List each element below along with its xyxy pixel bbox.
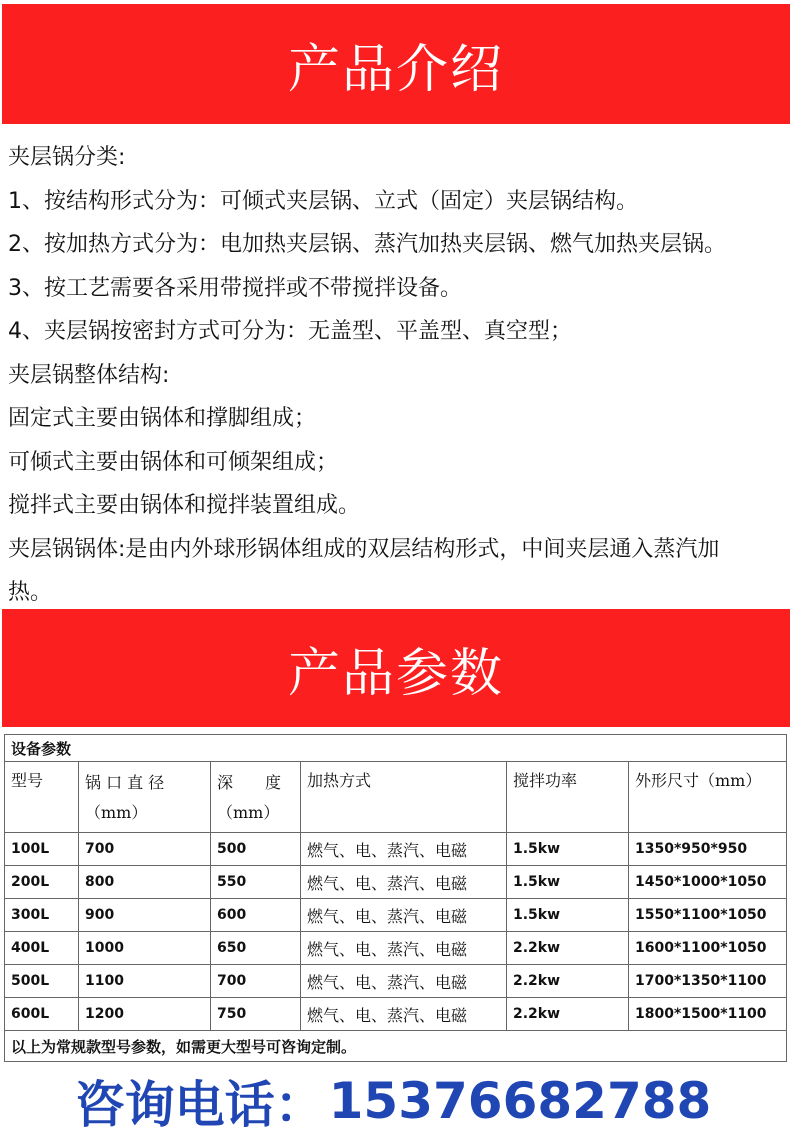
cell-size: 1600*1100*1050: [629, 932, 787, 965]
table-row: [5, 899, 787, 932]
intro-line: 夹层锅整体结构:: [8, 362, 170, 388]
intro-line: 4、夹层锅按密封方式可分为：无盖型、平盖型、真空型；: [8, 319, 572, 344]
cell-power: 2.2kw: [507, 932, 629, 965]
cell-model: 400L: [5, 932, 79, 965]
intro-line: 热。: [8, 580, 53, 605]
table-note: 以上为常规款型号参数，如需更大型号可咨询定制。: [5, 1031, 787, 1062]
cell-size: 1350*950*950: [629, 833, 787, 866]
cell-model: 200L: [5, 866, 79, 899]
table-row: [5, 998, 787, 1031]
header-model: 型号: [5, 762, 79, 833]
header-heating: 加热方式: [301, 762, 507, 833]
cell-diameter: 1100: [79, 965, 211, 998]
cell-depth: 650: [211, 932, 301, 965]
cell-heating: 燃气、电、蒸汽、电磁: [301, 965, 507, 998]
header-diameter-line2: （mm）: [85, 803, 148, 822]
cell-heating: 燃气、电、蒸汽、电磁: [301, 932, 507, 965]
header-depth-line2: （mm）: [217, 803, 280, 822]
header-diameter: [79, 762, 211, 833]
cell-depth: 550: [211, 866, 301, 899]
cell-model: 500L: [5, 965, 79, 998]
cell-diameter: 1200: [79, 998, 211, 1031]
cell-size: 1800*1500*1100: [629, 998, 787, 1031]
header-depth: [211, 762, 301, 833]
intro-line: 1、按结构形式分为：可倾式夹层锅、立式（固定）夹层锅结构。: [8, 188, 638, 214]
contact-label: 咨询电话：: [74, 1076, 325, 1134]
cell-size: 1450*1000*1050: [629, 866, 787, 899]
cell-model: 600L: [5, 998, 79, 1031]
cell-heating: 燃气、电、蒸汽、电磁: [301, 866, 507, 899]
cell-depth: 500: [211, 833, 301, 866]
cell-heating: 燃气、电、蒸汽、电磁: [301, 998, 507, 1031]
header-depth-line1: 深 度: [217, 773, 282, 792]
cell-depth: 600: [211, 899, 301, 932]
intro-line: 夹层锅锅体:是由内外球形锅体组成的双层结构形式，中间夹层通入蒸汽加: [8, 536, 720, 562]
cell-power: 1.5kw: [507, 899, 629, 932]
params-table-wrap: [4, 734, 786, 1062]
cell-power: 2.2kw: [507, 965, 629, 998]
cell-heating: 燃气、电、蒸汽、电磁: [301, 833, 507, 866]
header-diameter-line1: 锅 口 直 径: [85, 773, 165, 792]
cell-diameter: 800: [79, 866, 211, 899]
cell-depth: 750: [211, 998, 301, 1031]
intro-line: 搅拌式主要由锅体和搅拌装置组成。: [8, 493, 361, 518]
table-caption-row: [5, 735, 787, 762]
cell-power: 2.2kw: [507, 998, 629, 1031]
table-row: [5, 866, 787, 899]
intro-line: 3、按工艺需要各采用带搅拌或不带搅拌设备。: [8, 275, 462, 301]
cell-diameter: 900: [79, 899, 211, 932]
cell-model: 100L: [5, 833, 79, 866]
cell-power: 1.5kw: [507, 833, 629, 866]
table-note-row: [5, 1031, 787, 1062]
cell-depth: 700: [211, 965, 301, 998]
contact-phone: [0, 1066, 790, 1136]
cell-size: 1700*1350*1100: [629, 965, 787, 998]
cell-model: 300L: [5, 899, 79, 932]
phone-number[interactable]: 15376682788: [328, 1072, 712, 1130]
intro-banner-title: 产品介绍: [287, 39, 504, 100]
params-table: [4, 734, 787, 1062]
cell-diameter: 700: [79, 833, 211, 866]
intro-text: [8, 136, 784, 615]
params-banner: [2, 609, 790, 727]
intro-line: 2、按加热方式分为：电加热夹层锅、蒸汽加热夹层锅、燃气加热夹层锅。: [8, 232, 726, 257]
header-size: 外形尺寸（mm）: [629, 762, 787, 833]
cell-power: 1.5kw: [507, 866, 629, 899]
table-caption: 设备参数: [5, 735, 787, 762]
table-row: [5, 833, 787, 866]
params-banner-title: 产品参数: [287, 643, 504, 704]
table-row: [5, 932, 787, 965]
table-header-row: [5, 762, 787, 833]
cell-size: 1550*1100*1050: [629, 899, 787, 932]
cell-heating: 燃气、电、蒸汽、电磁: [301, 899, 507, 932]
cell-diameter: 1000: [79, 932, 211, 965]
intro-line: 固定式主要由锅体和撑脚组成；: [8, 406, 317, 431]
intro-line: 可倾式主要由锅体和可倾架组成；: [8, 449, 339, 475]
intro-banner: [2, 4, 790, 124]
intro-line: 夹层锅分类:: [8, 145, 126, 170]
table-row: [5, 965, 787, 998]
header-power: 搅拌功率: [507, 762, 629, 833]
